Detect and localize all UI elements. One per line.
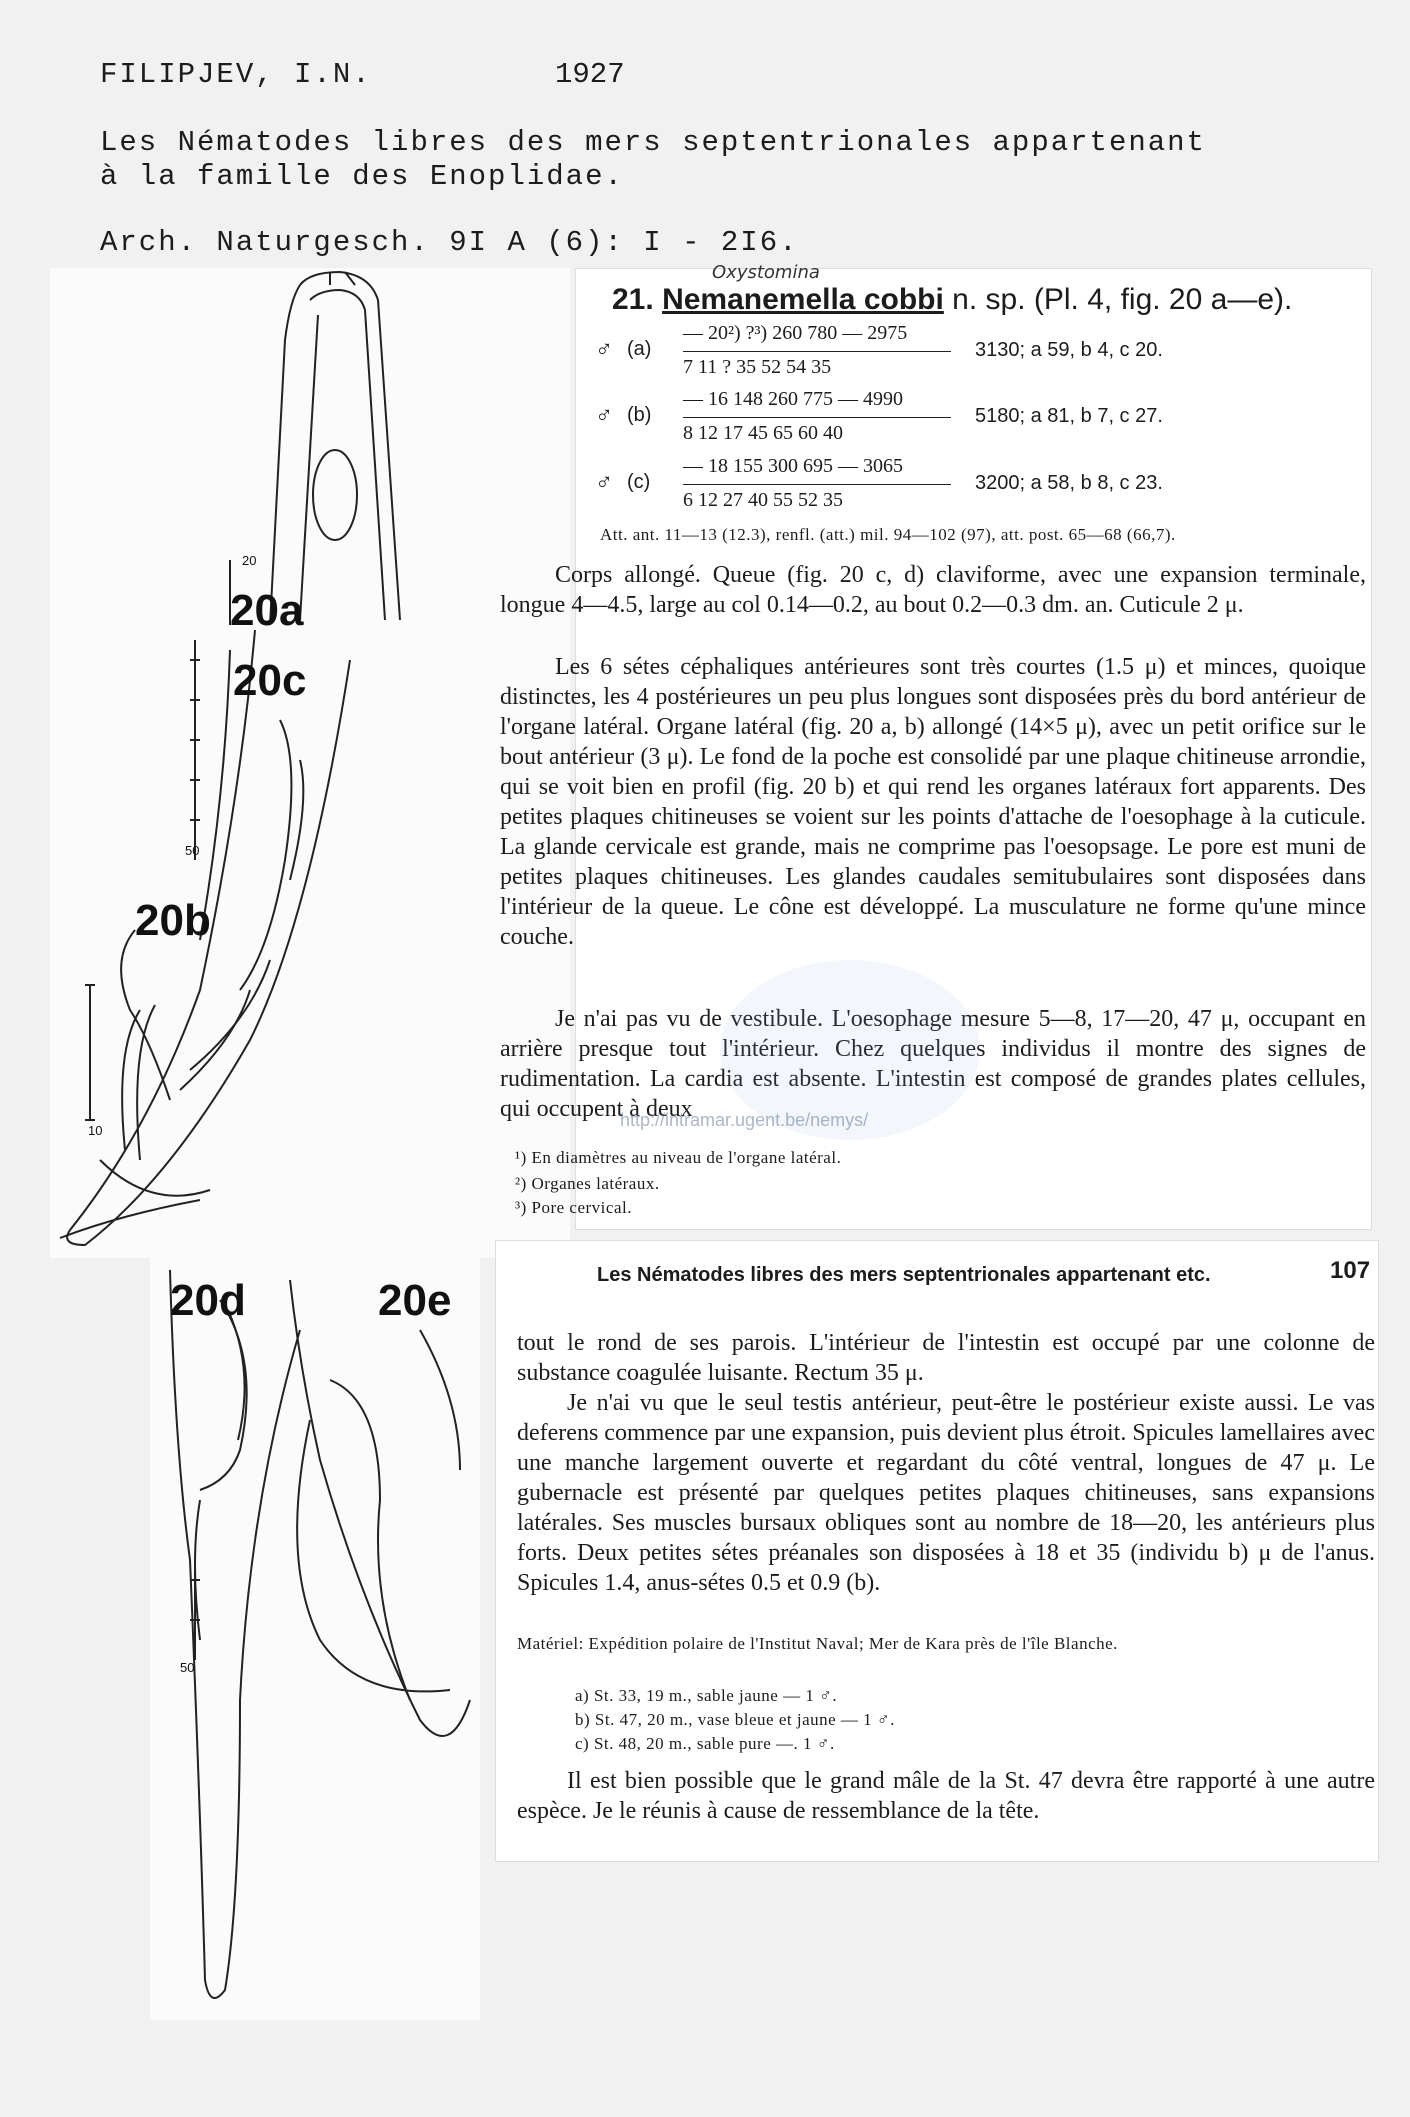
material-note: Matériel: Expédition polaire de l'Institut Naval; Mer de Kara près de l'île Blanche. — [517, 1634, 1118, 1653]
att-line: Att. ant. 11—13 (12.3), renfl. (att.) mil. 94—102 (97), att. post. 65—68 (66,7). — [600, 525, 1176, 544]
journal-citation: Arch. Naturgesch. 9I A (6): I - 2I6. — [100, 226, 799, 259]
formula-result: 5180; a 81, b 7, c 27. — [975, 405, 1163, 427]
paragraph-3: Je n'ai pas vu de vestibule. L'oesophage mesure 5—8, 17—20, 47 μ, occupant en arrière presque tout l'intérieur. Chez quelques individus il montre des signes de rudimentation. La cardia est absente. L'intestin est composé de grandes plates cellules, qui occupent à deux — [500, 1006, 1366, 1122]
formula-denominator: 7 11 ? 35 52 54 35 — [683, 356, 832, 378]
scale-50: 50 — [185, 843, 200, 858]
specimen-label: (c) — [627, 471, 651, 493]
male-symbol: ♂ — [595, 469, 613, 496]
footnote-1: ¹) En diamètres au niveau de l'organe latéral. — [515, 1148, 842, 1167]
formula-numerator: — 16 148 260 775 — 4990 — [683, 388, 903, 410]
formula-result: 3130; a 59, b 4, c 20. — [975, 339, 1163, 361]
specimen-label: (a) — [627, 338, 652, 360]
label-20c: 20c — [233, 656, 307, 705]
watermark-url: http://intramar.ugent.be/nemys/ — [620, 1110, 869, 1130]
station-c: c) St. 48, 20 m., sable pure —. 1 ♂. — [575, 1734, 835, 1753]
male-symbol: ♂ — [595, 402, 613, 429]
label-20e: 20e — [378, 1276, 452, 1325]
figure-clipping-bottom — [150, 1250, 480, 2020]
author: FILIPJEV, I.N. — [100, 58, 372, 91]
station-a: a) St. 33, 19 m., sable jaune — 1 ♂. — [575, 1686, 838, 1705]
label-20d: 20d — [170, 1276, 246, 1325]
formula-denominator: 8 12 17 45 65 60 40 — [683, 422, 843, 444]
label-20a: 20a — [230, 586, 304, 635]
figure-clipping-top — [50, 268, 570, 1258]
page2-paragraph-2: Je n'ai vu que le seul testis antérieur, peut-être le postérieur existe aussi. Le vas deferens commence par une expansion, puis devient plus étroit. Spicules lamellaires avec une manche largement ouverte et regardant du côté ventral, longues de 47 μ. Le gubernacle est présenté par quelques petites plaques chitineuses, sans expansions latérales. Ses muscles bursaux obliques sont au nombre de 18—20, les antérieurs plus forts. Deux petites sétes préanales son disposées à 18 et 35 (individu b) μ de l'anus. Spicules 1.4, anus-sétes 0.5 et 0.9 (b). — [517, 1390, 1375, 1596]
species-name: Nemanemella cobbi — [662, 283, 944, 316]
formula-numerator: — 18 155 300 695 — 3065 — [683, 455, 903, 477]
footnote-2: ²) Organes latéraux. — [515, 1174, 660, 1193]
label-20b: 20b — [135, 896, 211, 945]
handwritten-annotation: Oxystomina — [712, 262, 820, 283]
paragraph-1: Corps allongé. Queue (fig. 20 c, d) claviforme, avec une expansion terminale, longue 4—4.5, large au col 0.14—0.2, au bout 0.2—0.3 dm. an. Cuticule 2 μ. — [500, 562, 1366, 618]
page2-paragraph-1: tout le rond de ses parois. L'intérieur de l'intestin est occupé par une colonne de substance coagulée luisante. Rectum 35 μ. — [517, 1330, 1375, 1386]
title-line-2: à la famille des Enoplidae. — [100, 160, 624, 193]
running-head: Les Nématodes libres des mers septentrionales appartenant etc. — [597, 1264, 1211, 1286]
formula-result: 3200; a 58, b 8, c 23. — [975, 472, 1163, 494]
specimen-label: (b) — [627, 404, 652, 426]
paragraph-2: Les 6 sétes céphaliques antérieures sont très courtes (1.5 μ) et minces, quoique distinctes, les 4 postérieures un peu plus longues sont disposées près du bord antérieur de l'organe latéral. Organe latéral (fig. 20 a, b) allongé (14×5 μ), avec un petit orifice sur le bout antérieur (3 μ). Le fond de la poche est consolidé par une plaque chitineuse arrondie, qui se voit bien en profil (fig. 20 b) et qui rend les organes latéraux fort apparents. Des petites plaques chitineuses se voient sur les points d'attache de l'oesophage à la cuticule. La glande cervicale est grande, mais ne comprime pas l'oesopsage. Le pore est muni de petites plaques chitineuses. Les glandes caudales semitubulaires sont disposées dans l'intérieur de la queue. Le cône est développé. La musculature ne forme qu'une mince couche. — [500, 654, 1366, 950]
formula-denominator: 6 12 27 40 55 52 35 — [683, 489, 843, 511]
species-number: 21. — [612, 283, 654, 316]
station-b: b) St. 47, 20 m., vase bleue et jaune — 1 ♂. — [575, 1710, 895, 1729]
formula-numerator: — 20²) ?³) 260 780 — 2975 — [683, 322, 908, 344]
scale-20: 20 — [242, 553, 257, 568]
year: 1927 — [555, 58, 625, 91]
page2-paragraph-3: Il est bien possible que le grand mâle de la St. 47 devra être rapporté à une autre espèce. Je le réunis à cause de ressemblance de la tête. — [517, 1768, 1375, 1824]
footnote-3: ³) Pore cervical. — [515, 1198, 632, 1217]
scale-10: 10 — [88, 1123, 103, 1138]
species-heading — [612, 283, 1292, 317]
page-number: 107 — [1330, 1257, 1371, 1284]
scale-50-bottom: 50 — [180, 1660, 195, 1675]
male-symbol: ♂ — [595, 336, 613, 363]
species-rest: n. sp. (Pl. 4, fig. 20 a—e). — [952, 283, 1293, 316]
title-line-1: Les Nématodes libres des mers septentrionales appartenant — [100, 126, 1206, 159]
